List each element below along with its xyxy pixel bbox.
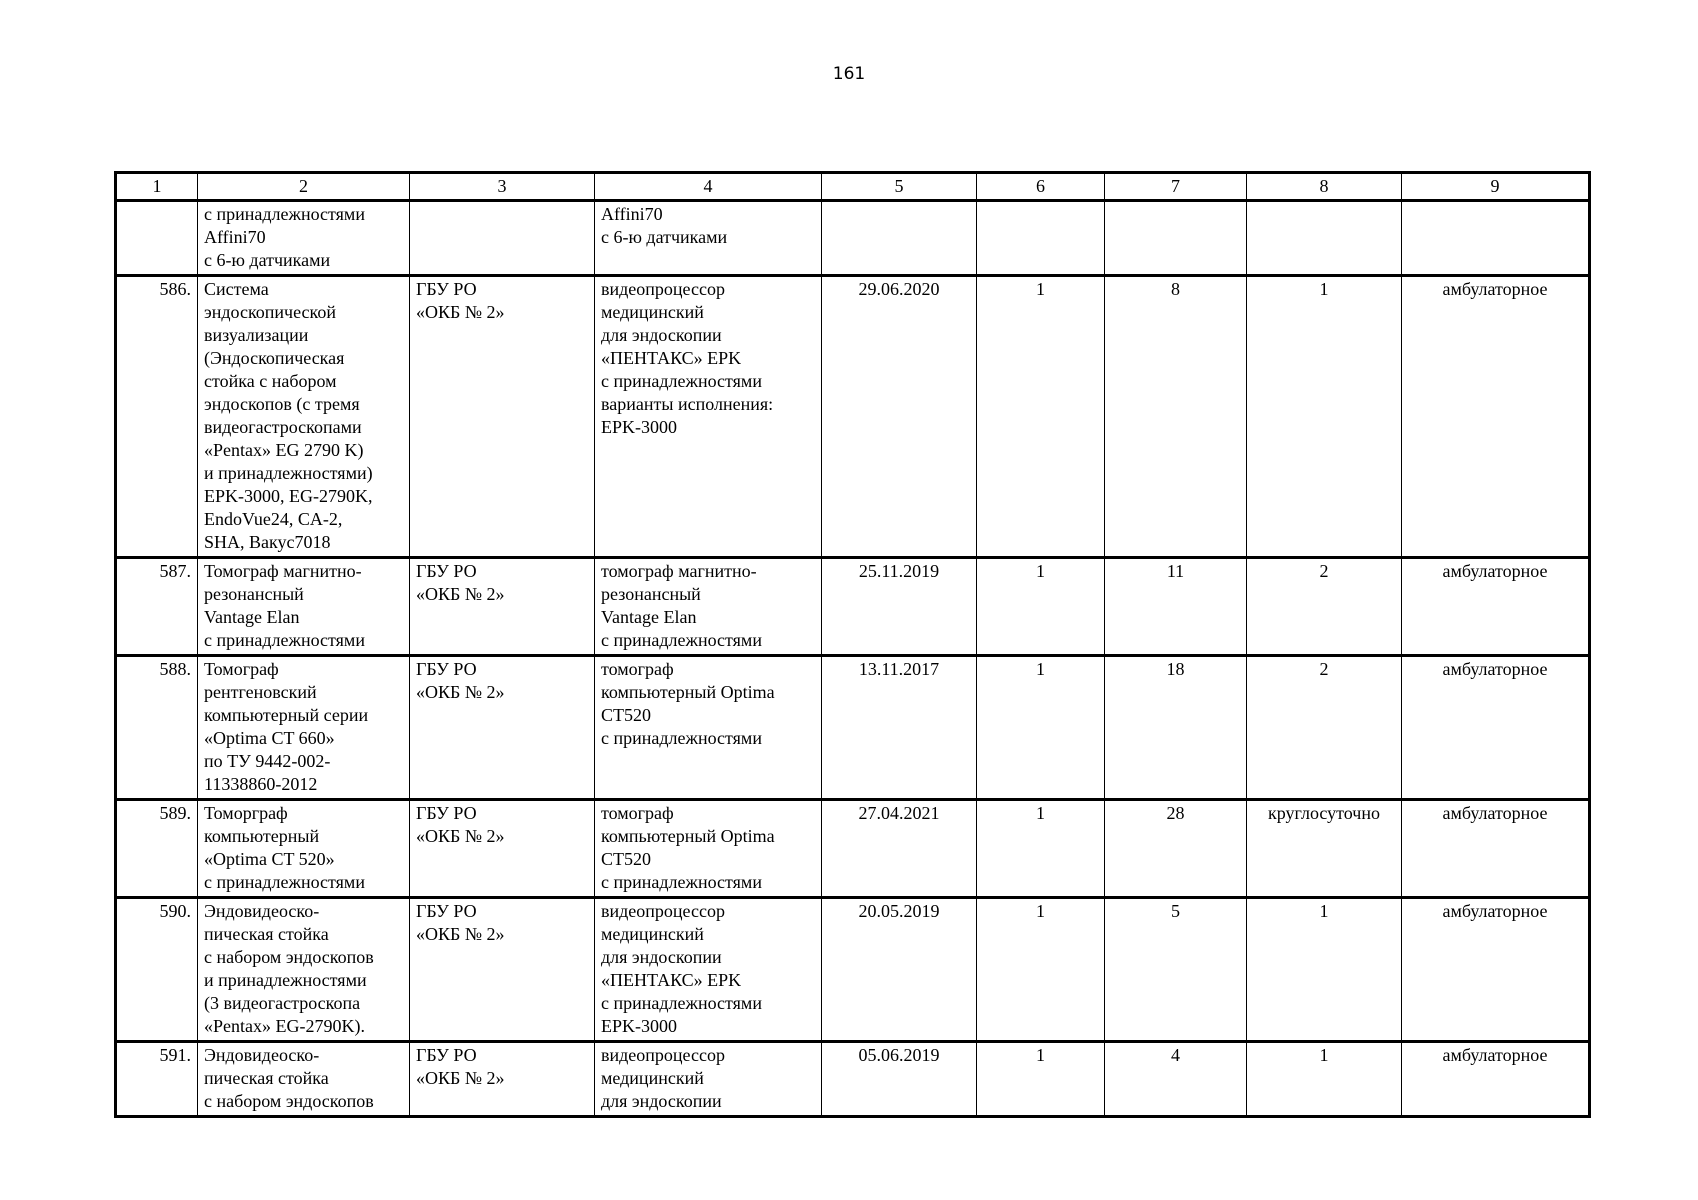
column-8-cell: 2	[1247, 558, 1402, 656]
column-6-cell: 1	[977, 276, 1105, 558]
equipment-name-cell: Томорграф компьютерный «Optima CT 520» с принадлежностями	[198, 800, 410, 898]
column-6-cell: 1	[977, 558, 1105, 656]
column-header-4: 4	[595, 173, 822, 201]
device-cell: видеопроцессор медицинский для эндоскопии «ПЕНТАКС» EPK с принадлежностями варианты исполнения: EPK-3000	[595, 276, 822, 558]
organization-cell: ГБУ РО «ОКБ № 2»	[410, 276, 595, 558]
column-6-cell	[977, 201, 1105, 276]
date-cell: 20.05.2019	[822, 898, 977, 1042]
column-7-cell	[1105, 201, 1247, 276]
column-9-cell: амбулаторное	[1402, 656, 1590, 800]
organization-cell: ГБУ РО «ОКБ № 2»	[410, 1042, 595, 1117]
organization-cell	[410, 201, 595, 276]
organization-cell: ГБУ РО «ОКБ № 2»	[410, 898, 595, 1042]
column-9-cell: амбулаторное	[1402, 800, 1590, 898]
row-number-cell: 589.	[116, 800, 198, 898]
column-header-7: 7	[1105, 173, 1247, 201]
date-cell: 05.06.2019	[822, 1042, 977, 1117]
column-9-cell: амбулаторное	[1402, 1042, 1590, 1117]
table-row	[116, 558, 1590, 656]
equipment-name-cell: Эндовидеоско- пическая стойка с набором эндоскопов и принадлежностями (3 видеогастроскопа «Pentax» EG-2790K).	[198, 898, 410, 1042]
table-row	[116, 276, 1590, 558]
organization-cell: ГБУ РО «ОКБ № 2»	[410, 656, 595, 800]
date-cell: 25.11.2019	[822, 558, 977, 656]
column-9-cell: амбулаторное	[1402, 558, 1590, 656]
device-cell: томограф магнитно- резонансный Vantage Elan с принадлежностями	[595, 558, 822, 656]
date-cell: 13.11.2017	[822, 656, 977, 800]
column-8-cell: 1	[1247, 276, 1402, 558]
column-9-cell: амбулаторное	[1402, 898, 1590, 1042]
equipment-table	[114, 171, 1591, 1118]
column-header-2: 2	[198, 173, 410, 201]
date-cell: 27.04.2021	[822, 800, 977, 898]
column-7-cell: 18	[1105, 656, 1247, 800]
table-row	[116, 1042, 1590, 1117]
page-number: 161	[832, 64, 866, 84]
column-header-1: 1	[116, 173, 198, 201]
column-7-cell: 28	[1105, 800, 1247, 898]
organization-cell: ГБУ РО «ОКБ № 2»	[410, 800, 595, 898]
column-8-cell: круглосуточно	[1247, 800, 1402, 898]
column-8-cell	[1247, 201, 1402, 276]
date-cell	[822, 201, 977, 276]
device-cell: томограф компьютерный Optima CT520 с принадлежностями	[595, 656, 822, 800]
row-number-cell: 590.	[116, 898, 198, 1042]
column-8-cell: 1	[1247, 898, 1402, 1042]
equipment-name-cell: Система эндоскопической визуализации (Эндоскопическая стойка с набором эндоскопов (с тремя видеогастроскопами «Pentax» EG 2790 K) и принадлежностями) EPK-3000, EG-2790K, EndoVue24, CA-2, SHA, Вакус7018	[198, 276, 410, 558]
column-6-cell: 1	[977, 656, 1105, 800]
device-cell: томограф компьютерный Optima CT520 с принадлежностями	[595, 800, 822, 898]
row-number-cell: 588.	[116, 656, 198, 800]
row-number-cell	[116, 201, 198, 276]
equipment-name-cell: Эндовидеоско- пическая стойка с набором эндоскопов	[198, 1042, 410, 1117]
column-6-cell: 1	[977, 800, 1105, 898]
table-row	[116, 898, 1590, 1042]
header-row	[116, 173, 1590, 201]
device-cell: видеопроцессор медицинский для эндоскопии	[595, 1042, 822, 1117]
column-7-cell: 11	[1105, 558, 1247, 656]
column-9-cell: амбулаторное	[1402, 276, 1590, 558]
column-header-5: 5	[822, 173, 977, 201]
row-number-cell: 587.	[116, 558, 198, 656]
date-cell: 29.06.2020	[822, 276, 977, 558]
device-cell: Affini70 с 6-ю датчиками	[595, 201, 822, 276]
organization-cell: ГБУ РО «ОКБ № 2»	[410, 558, 595, 656]
table-row	[116, 800, 1590, 898]
column-6-cell: 1	[977, 898, 1105, 1042]
column-header-6: 6	[977, 173, 1105, 201]
column-8-cell: 1	[1247, 1042, 1402, 1117]
column-header-9: 9	[1402, 173, 1590, 201]
row-number-cell: 586.	[116, 276, 198, 558]
column-header-8: 8	[1247, 173, 1402, 201]
column-7-cell: 8	[1105, 276, 1247, 558]
equipment-name-cell: Томограф рентгеновский компьютерный серии «Optima CT 660» по ТУ 9442-002- 11338860-2012	[198, 656, 410, 800]
device-cell: видеопроцессор медицинский для эндоскопии «ПЕНТАКС» EPK с принадлежностями EPK-3000	[595, 898, 822, 1042]
column-7-cell: 5	[1105, 898, 1247, 1042]
column-9-cell	[1402, 201, 1590, 276]
column-header-3: 3	[410, 173, 595, 201]
column-6-cell: 1	[977, 1042, 1105, 1117]
row-number-cell: 591.	[116, 1042, 198, 1117]
table-row	[116, 201, 1590, 276]
equipment-name-cell: с принадлежностями Affini70 с 6-ю датчиками	[198, 201, 410, 276]
table-row	[116, 656, 1590, 800]
column-8-cell: 2	[1247, 656, 1402, 800]
equipment-name-cell: Томограф магнитно- резонансный Vantage Elan с принадлежностями	[198, 558, 410, 656]
column-7-cell: 4	[1105, 1042, 1247, 1117]
